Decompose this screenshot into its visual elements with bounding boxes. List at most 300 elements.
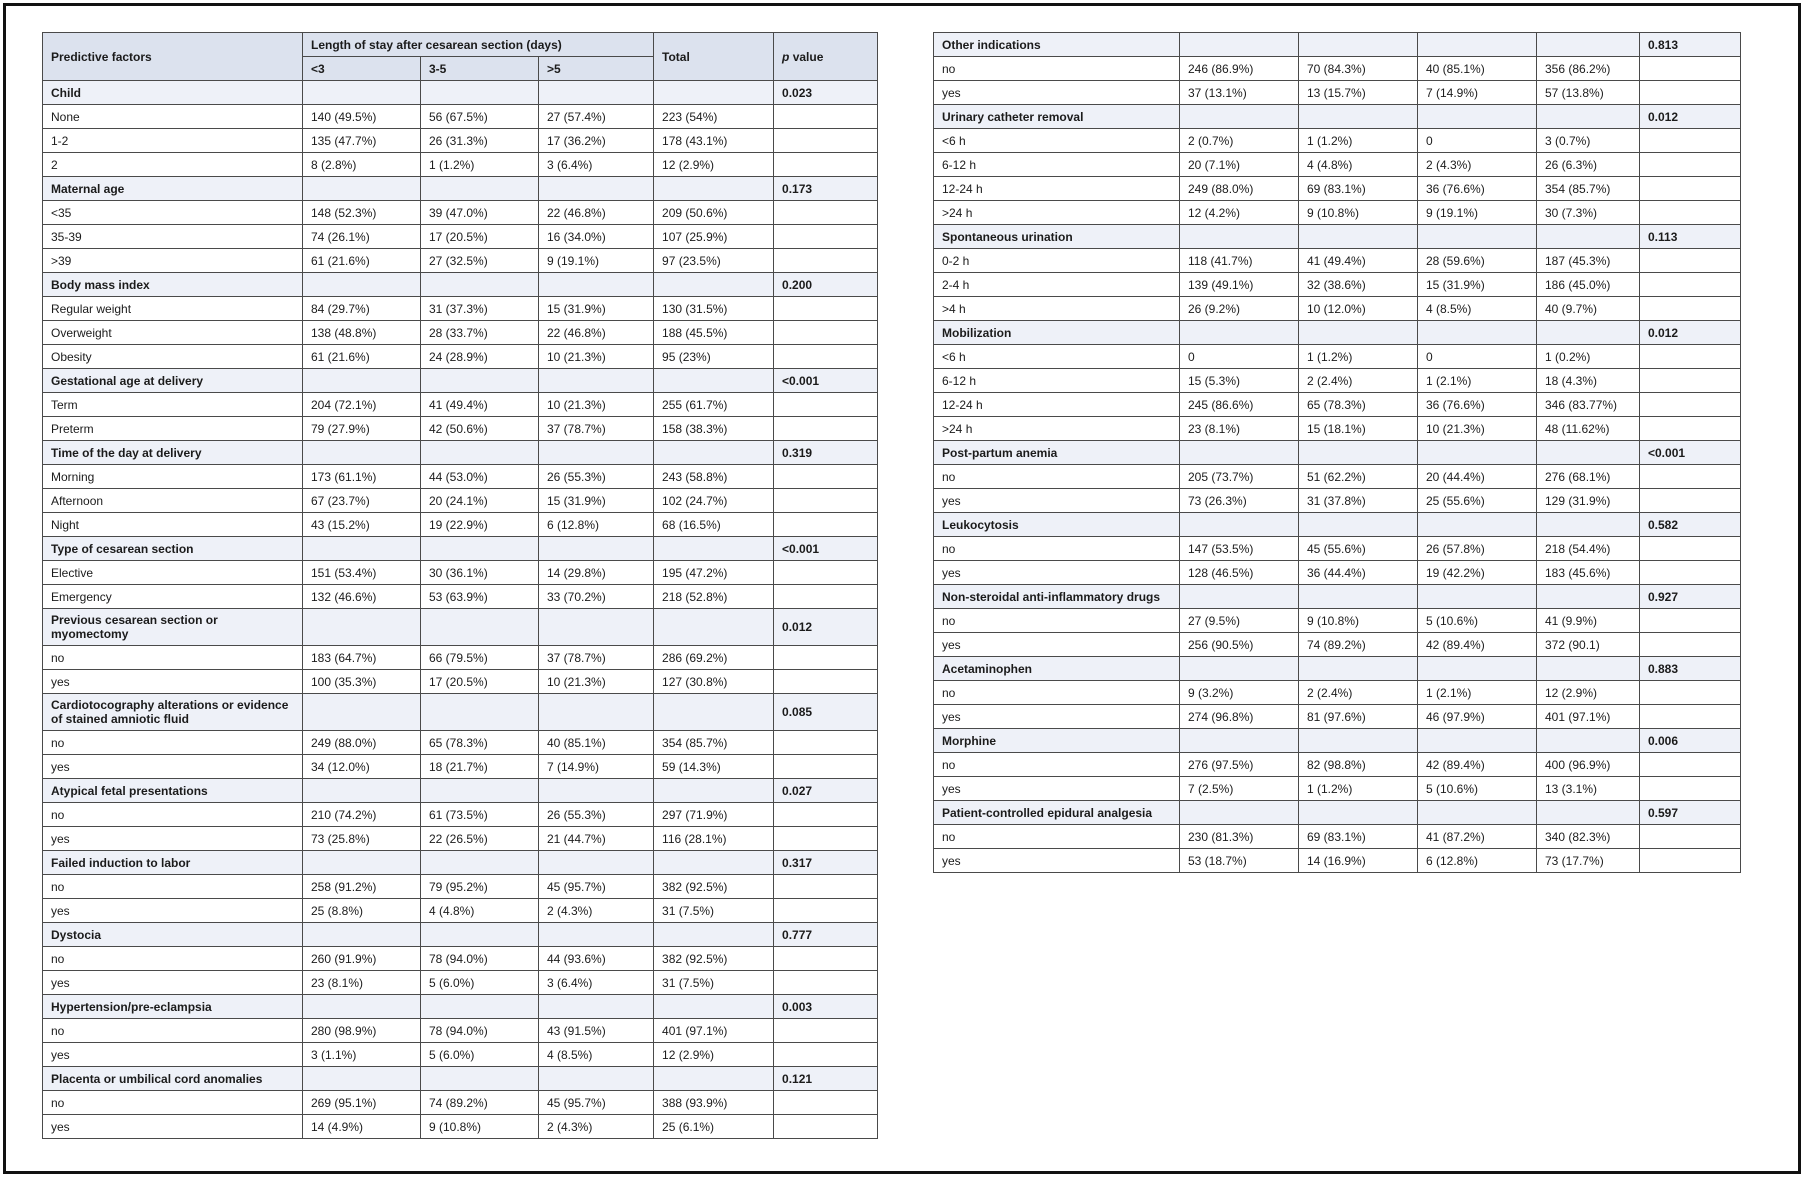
p-value-cell: <0.001 <box>774 537 878 561</box>
factor-cell: Other indications <box>934 33 1180 57</box>
factor-cell: Spontaneous urination <box>934 225 1180 249</box>
p-value-cell-empty <box>1640 201 1741 225</box>
value-cell-empty <box>1299 657 1418 681</box>
p-value-cell: 0.813 <box>1640 33 1741 57</box>
value-cell-3-5: 1 (1.2%) <box>1299 129 1418 153</box>
value-cell-lt3: 140 (49.5%) <box>303 105 421 129</box>
p-value-cell-empty <box>774 670 878 694</box>
value-cell-lt3: 14 (4.9%) <box>303 1115 421 1139</box>
data-row <box>43 201 878 225</box>
value-cell-3-5: 45 (55.6%) <box>1299 537 1418 561</box>
data-row <box>43 105 878 129</box>
value-cell-lt3: 151 (53.4%) <box>303 561 421 585</box>
row-label-cell: 12-24 h <box>934 393 1180 417</box>
value-cell-gt5: 10 (21.3%) <box>539 393 654 417</box>
row-label-cell: no <box>43 803 303 827</box>
value-cell-3-5: 9 (10.8%) <box>421 1115 539 1139</box>
data-row <box>43 875 878 899</box>
p-value-cell: 0.200 <box>774 273 878 297</box>
value-cell-lt3: 183 (64.7%) <box>303 646 421 670</box>
value-cell-gt5: 20 (44.4%) <box>1418 465 1537 489</box>
value-cell-gt5: 43 (91.5%) <box>539 1019 654 1043</box>
row-label-cell: yes <box>43 827 303 851</box>
category-row <box>934 321 1741 345</box>
value-cell-3-5: 69 (83.1%) <box>1299 825 1418 849</box>
value-cell-empty <box>303 609 421 646</box>
factor-cell: Urinary catheter removal <box>934 105 1180 129</box>
data-row <box>934 393 1741 417</box>
category-row <box>934 585 1741 609</box>
data-row <box>43 670 878 694</box>
p-value-cell-empty <box>1640 417 1741 441</box>
value-cell-3-5: 1 (1.2%) <box>421 153 539 177</box>
value-cell-gt5: 33 (70.2%) <box>539 585 654 609</box>
column-header-length-of-stay-group: Length of stay after cesarean section (days) <box>303 33 654 57</box>
value-cell-gt5: 2 (4.3%) <box>539 899 654 923</box>
value-cell-total: 356 (86.2%) <box>1537 57 1640 81</box>
row-label-cell: <6 h <box>934 129 1180 153</box>
value-cell-gt5: 10 (21.3%) <box>539 345 654 369</box>
row-label-cell: Term <box>43 393 303 417</box>
value-cell-lt3: 135 (47.7%) <box>303 129 421 153</box>
value-cell-empty <box>654 369 774 393</box>
value-cell-gt5: 40 (85.1%) <box>539 731 654 755</box>
row-label-cell: no <box>934 753 1180 777</box>
p-value-cell: <0.001 <box>774 369 878 393</box>
header-row-group <box>43 33 878 57</box>
p-value-cell-empty <box>774 1019 878 1043</box>
row-label-cell: yes <box>934 705 1180 729</box>
factor-cell: Hypertension/pre-eclampsia <box>43 995 303 1019</box>
factor-cell: Post-partum anemia <box>934 441 1180 465</box>
p-symbol: p <box>782 49 790 64</box>
value-cell-lt3: 26 (9.2%) <box>1180 297 1299 321</box>
value-cell-empty <box>1299 321 1418 345</box>
category-row <box>43 177 878 201</box>
p-value-cell: 0.317 <box>774 851 878 875</box>
value-cell-total: 48 (11.62%) <box>1537 417 1640 441</box>
value-cell-3-5: 19 (22.9%) <box>421 513 539 537</box>
value-cell-lt3: 12 (4.2%) <box>1180 201 1299 225</box>
value-cell-empty <box>1418 657 1537 681</box>
value-cell-gt5: 7 (14.9%) <box>539 755 654 779</box>
p-value-cell-empty <box>774 345 878 369</box>
row-label-cell: yes <box>934 81 1180 105</box>
value-cell-empty <box>303 694 421 731</box>
row-label-cell: yes <box>934 777 1180 801</box>
value-cell-total: 183 (45.6%) <box>1537 561 1640 585</box>
row-label-cell: 0-2 h <box>934 249 1180 273</box>
row-label-cell: <6 h <box>934 345 1180 369</box>
data-row <box>934 153 1741 177</box>
data-row <box>43 971 878 995</box>
value-cell-lt3: 37 (13.1%) <box>1180 81 1299 105</box>
value-cell-empty <box>654 609 774 646</box>
factor-cell: Acetaminophen <box>934 657 1180 681</box>
value-cell-lt3: 34 (12.0%) <box>303 755 421 779</box>
value-cell-3-5: 65 (78.3%) <box>421 731 539 755</box>
value-cell-lt3: 280 (98.9%) <box>303 1019 421 1043</box>
value-cell-lt3: 27 (9.5%) <box>1180 609 1299 633</box>
row-label-cell: no <box>43 947 303 971</box>
p-value-cell-empty <box>1640 705 1741 729</box>
data-row <box>934 417 1741 441</box>
p-value-cell-empty <box>1640 537 1741 561</box>
value-cell-lt3: 138 (48.8%) <box>303 321 421 345</box>
value-cell-total: 223 (54%) <box>654 105 774 129</box>
row-label-cell: Overweight <box>43 321 303 345</box>
data-row <box>934 201 1741 225</box>
value-cell-empty <box>539 995 654 1019</box>
data-row <box>934 753 1741 777</box>
value-cell-total: 401 (97.1%) <box>654 1019 774 1043</box>
value-cell-lt3: 230 (81.3%) <box>1180 825 1299 849</box>
value-cell-lt3: 43 (15.2%) <box>303 513 421 537</box>
value-cell-gt5: 25 (55.6%) <box>1418 489 1537 513</box>
factor-cell: Dystocia <box>43 923 303 947</box>
value-cell-lt3: 269 (95.1%) <box>303 1091 421 1115</box>
p-value-cell-empty <box>774 731 878 755</box>
factor-cell: Child <box>43 81 303 105</box>
value-cell-lt3: 0 <box>1180 345 1299 369</box>
value-cell-total: 18 (4.3%) <box>1537 369 1640 393</box>
value-cell-empty <box>539 177 654 201</box>
value-cell-empty <box>539 694 654 731</box>
p-value-cell-empty <box>1640 753 1741 777</box>
value-cell-3-5: 4 (4.8%) <box>421 899 539 923</box>
row-label-cell: yes <box>934 489 1180 513</box>
value-cell-lt3: 8 (2.8%) <box>303 153 421 177</box>
value-cell-total: 68 (16.5%) <box>654 513 774 537</box>
p-value-cell-empty <box>774 827 878 851</box>
column-header-lt3-days: <3 <box>303 57 421 81</box>
p-value-cell-empty <box>1640 609 1741 633</box>
value-cell-3-5: 31 (37.8%) <box>1299 489 1418 513</box>
value-cell-empty <box>539 609 654 646</box>
value-cell-3-5: 79 (95.2%) <box>421 875 539 899</box>
value-cell-total: 209 (50.6%) <box>654 201 774 225</box>
value-cell-empty <box>303 1067 421 1091</box>
data-row <box>934 249 1741 273</box>
p-value-cell: 0.012 <box>774 609 878 646</box>
value-cell-total: 1 (0.2%) <box>1537 345 1640 369</box>
p-value-cell-empty <box>1640 561 1741 585</box>
value-cell-gt5: 4 (8.5%) <box>539 1043 654 1067</box>
value-cell-lt3: 79 (27.9%) <box>303 417 421 441</box>
value-cell-gt5: 19 (42.2%) <box>1418 561 1537 585</box>
data-row <box>934 705 1741 729</box>
category-row <box>934 105 1741 129</box>
row-label-cell: yes <box>934 849 1180 873</box>
value-cell-empty <box>421 609 539 646</box>
value-cell-lt3: 274 (96.8%) <box>1180 705 1299 729</box>
value-cell-lt3: 73 (25.8%) <box>303 827 421 851</box>
value-cell-3-5: 27 (32.5%) <box>421 249 539 273</box>
value-cell-3-5: 39 (47.0%) <box>421 201 539 225</box>
p-value-cell-empty <box>774 947 878 971</box>
data-row <box>934 633 1741 657</box>
value-cell-lt3: 173 (61.1%) <box>303 465 421 489</box>
category-row <box>934 441 1741 465</box>
p-value-cell-empty <box>774 755 878 779</box>
value-cell-lt3: 3 (1.1%) <box>303 1043 421 1067</box>
value-cell-lt3: 132 (46.6%) <box>303 585 421 609</box>
value-cell-lt3: 246 (86.9%) <box>1180 57 1299 81</box>
row-label-cell: no <box>934 825 1180 849</box>
value-cell-gt5: 44 (93.6%) <box>539 947 654 971</box>
value-cell-gt5: 17 (36.2%) <box>539 129 654 153</box>
value-cell-empty <box>1418 729 1537 753</box>
data-row <box>934 681 1741 705</box>
row-label-cell: yes <box>934 561 1180 585</box>
value-cell-3-5: 31 (37.3%) <box>421 297 539 321</box>
value-cell-3-5: 5 (6.0%) <box>421 971 539 995</box>
category-row <box>934 33 1741 57</box>
category-row <box>43 851 878 875</box>
factor-cell: Leukocytosis <box>934 513 1180 537</box>
value-cell-total: 12 (2.9%) <box>654 153 774 177</box>
p-value-cell: 0.319 <box>774 441 878 465</box>
value-cell-empty <box>1537 801 1640 825</box>
value-cell-empty <box>303 273 421 297</box>
data-row <box>43 1115 878 1139</box>
value-cell-empty <box>1537 225 1640 249</box>
row-label-cell: Emergency <box>43 585 303 609</box>
value-cell-gt5: 36 (76.6%) <box>1418 177 1537 201</box>
value-cell-empty <box>1537 657 1640 681</box>
value-cell-3-5: 10 (12.0%) <box>1299 297 1418 321</box>
value-cell-gt5: 0 <box>1418 129 1537 153</box>
value-cell-gt5: 42 (89.4%) <box>1418 753 1537 777</box>
p-value-cell-empty <box>1640 249 1741 273</box>
value-cell-gt5: 22 (46.8%) <box>539 321 654 345</box>
data-row <box>934 489 1741 513</box>
value-cell-empty <box>539 779 654 803</box>
p-value-cell: 0.027 <box>774 779 878 803</box>
value-cell-empty <box>303 779 421 803</box>
value-cell-total: 276 (68.1%) <box>1537 465 1640 489</box>
value-cell-3-5: 44 (53.0%) <box>421 465 539 489</box>
value-cell-total: 401 (97.1%) <box>1537 705 1640 729</box>
table-body <box>43 81 878 1139</box>
data-row <box>43 321 878 345</box>
value-cell-total: 97 (23.5%) <box>654 249 774 273</box>
factor-cell: Cardiotocography alterations or evidence of stained amniotic fluid <box>43 694 303 731</box>
value-cell-empty <box>303 995 421 1019</box>
value-cell-empty <box>1180 225 1299 249</box>
data-row <box>43 899 878 923</box>
value-cell-total: 31 (7.5%) <box>654 971 774 995</box>
value-cell-3-5: 28 (33.7%) <box>421 321 539 345</box>
value-cell-total: 102 (24.7%) <box>654 489 774 513</box>
row-label-cell: 2-4 h <box>934 273 1180 297</box>
value-cell-lt3: 245 (86.6%) <box>1180 393 1299 417</box>
value-cell-empty <box>654 537 774 561</box>
data-row <box>43 393 878 417</box>
value-cell-empty <box>654 81 774 105</box>
factor-cell: Body mass index <box>43 273 303 297</box>
value-cell-3-5: 32 (38.6%) <box>1299 273 1418 297</box>
value-cell-gt5: 46 (97.9%) <box>1418 705 1537 729</box>
value-cell-empty <box>303 537 421 561</box>
value-cell-gt5: 1 (2.1%) <box>1418 369 1537 393</box>
value-cell-total: 73 (17.7%) <box>1537 849 1640 873</box>
row-label-cell: yes <box>43 1115 303 1139</box>
row-label-cell: yes <box>934 633 1180 657</box>
value-cell-empty <box>654 851 774 875</box>
value-cell-empty <box>539 537 654 561</box>
value-cell-gt5: 40 (85.1%) <box>1418 57 1537 81</box>
value-cell-3-5: 15 (18.1%) <box>1299 417 1418 441</box>
value-cell-total: 218 (54.4%) <box>1537 537 1640 561</box>
value-cell-gt5: 15 (31.9%) <box>1418 273 1537 297</box>
value-cell-3-5: 81 (97.6%) <box>1299 705 1418 729</box>
value-cell-lt3: 148 (52.3%) <box>303 201 421 225</box>
value-cell-total: 286 (69.2%) <box>654 646 774 670</box>
value-cell-empty <box>1537 729 1640 753</box>
factor-cell: Patient-controlled epidural analgesia <box>934 801 1180 825</box>
data-row <box>43 417 878 441</box>
value-cell-lt3: 276 (97.5%) <box>1180 753 1299 777</box>
factor-cell: Previous cesarean section or myomectomy <box>43 609 303 646</box>
value-cell-empty <box>421 441 539 465</box>
value-cell-lt3: 147 (53.5%) <box>1180 537 1299 561</box>
value-cell-lt3: 205 (73.7%) <box>1180 465 1299 489</box>
category-row <box>934 801 1741 825</box>
value-cell-gt5: 22 (46.8%) <box>539 201 654 225</box>
data-row <box>43 513 878 537</box>
value-cell-total: 243 (58.8%) <box>654 465 774 489</box>
row-label-cell: >24 h <box>934 201 1180 225</box>
category-row <box>43 81 878 105</box>
p-value-cell-empty <box>1640 633 1741 657</box>
factor-cell: Placenta or umbilical cord anomalies <box>43 1067 303 1091</box>
row-label-cell: no <box>43 646 303 670</box>
row-label-cell: Regular weight <box>43 297 303 321</box>
value-cell-gt5: 9 (19.1%) <box>1418 201 1537 225</box>
p-value-cell-empty <box>774 129 878 153</box>
value-cell-empty <box>1180 105 1299 129</box>
value-cell-total: 41 (9.9%) <box>1537 609 1640 633</box>
p-value-cell-empty <box>774 153 878 177</box>
data-row <box>934 777 1741 801</box>
p-value-cell-empty <box>774 297 878 321</box>
value-cell-lt3: 204 (72.1%) <box>303 393 421 417</box>
row-label-cell: Preterm <box>43 417 303 441</box>
row-label-cell: None <box>43 105 303 129</box>
value-cell-lt3: 20 (7.1%) <box>1180 153 1299 177</box>
value-cell-empty <box>421 995 539 1019</box>
value-cell-empty <box>1418 441 1537 465</box>
value-cell-total: 12 (2.9%) <box>654 1043 774 1067</box>
value-cell-lt3: 260 (91.9%) <box>303 947 421 971</box>
value-cell-empty <box>654 273 774 297</box>
row-label-cell: yes <box>43 755 303 779</box>
value-cell-lt3: 249 (88.0%) <box>303 731 421 755</box>
p-value-cell: 0.012 <box>1640 105 1741 129</box>
value-cell-gt5: 37 (78.7%) <box>539 646 654 670</box>
factor-cell: Gestational age at delivery <box>43 369 303 393</box>
value-cell-total: 340 (82.3%) <box>1537 825 1640 849</box>
data-row <box>43 646 878 670</box>
value-cell-gt5: 41 (87.2%) <box>1418 825 1537 849</box>
value-cell-3-5: 41 (49.4%) <box>1299 249 1418 273</box>
value-cell-empty <box>1180 441 1299 465</box>
row-label-cell: 12-24 h <box>934 177 1180 201</box>
row-label-cell: >24 h <box>934 417 1180 441</box>
row-label-cell: 6-12 h <box>934 153 1180 177</box>
value-cell-gt5: 15 (31.9%) <box>539 297 654 321</box>
value-cell-empty <box>539 923 654 947</box>
data-row <box>43 129 878 153</box>
value-cell-total: 382 (92.5%) <box>654 947 774 971</box>
value-cell-total: 107 (25.9%) <box>654 225 774 249</box>
value-cell-3-5: 70 (84.3%) <box>1299 57 1418 81</box>
value-cell-empty <box>1418 513 1537 537</box>
value-cell-empty <box>1180 33 1299 57</box>
value-cell-empty <box>539 273 654 297</box>
p-value-cell-empty <box>1640 681 1741 705</box>
p-value-cell: 0.023 <box>774 81 878 105</box>
category-row <box>43 995 878 1019</box>
value-cell-gt5: 37 (78.7%) <box>539 417 654 441</box>
row-label-cell: no <box>934 537 1180 561</box>
value-cell-3-5: 5 (6.0%) <box>421 1043 539 1067</box>
value-cell-3-5: 4 (4.8%) <box>1299 153 1418 177</box>
p-value-cell-empty <box>774 561 878 585</box>
value-cell-total: 13 (3.1%) <box>1537 777 1640 801</box>
category-row <box>43 537 878 561</box>
value-cell-total: 346 (83.77%) <box>1537 393 1640 417</box>
category-row <box>43 779 878 803</box>
value-cell-empty <box>539 441 654 465</box>
category-row <box>934 729 1741 753</box>
value-cell-empty <box>1418 33 1537 57</box>
p-value-cell-empty <box>774 875 878 899</box>
value-cell-empty <box>303 369 421 393</box>
data-row <box>43 1091 878 1115</box>
value-cell-lt3: 67 (23.7%) <box>303 489 421 513</box>
value-cell-empty <box>421 851 539 875</box>
value-cell-empty <box>303 923 421 947</box>
data-row <box>43 465 878 489</box>
category-row <box>43 273 878 297</box>
data-row <box>43 297 878 321</box>
p-value-cell-empty <box>1640 777 1741 801</box>
row-label-cell: no <box>43 875 303 899</box>
value-cell-total: 130 (31.5%) <box>654 297 774 321</box>
category-row <box>43 609 878 646</box>
value-cell-lt3: 256 (90.5%) <box>1180 633 1299 657</box>
value-cell-gt5: 6 (12.8%) <box>1418 849 1537 873</box>
factor-cell: Atypical fetal presentations <box>43 779 303 803</box>
value-cell-empty <box>1299 513 1418 537</box>
p-value-cell-empty <box>774 225 878 249</box>
value-cell-empty <box>654 177 774 201</box>
p-value-cell-empty <box>774 646 878 670</box>
column-header-predictive-factors: Predictive factors <box>43 33 303 81</box>
value-cell-empty <box>303 81 421 105</box>
value-cell-gt5: 0 <box>1418 345 1537 369</box>
value-cell-total: 30 (7.3%) <box>1537 201 1640 225</box>
data-row <box>43 249 878 273</box>
p-value-cell-empty <box>774 105 878 129</box>
value-cell-total: 388 (93.9%) <box>654 1091 774 1115</box>
p-value-cell-empty <box>1640 273 1741 297</box>
value-cell-lt3: 128 (46.5%) <box>1180 561 1299 585</box>
value-cell-empty <box>1537 513 1640 537</box>
p-value-cell-empty <box>774 417 878 441</box>
